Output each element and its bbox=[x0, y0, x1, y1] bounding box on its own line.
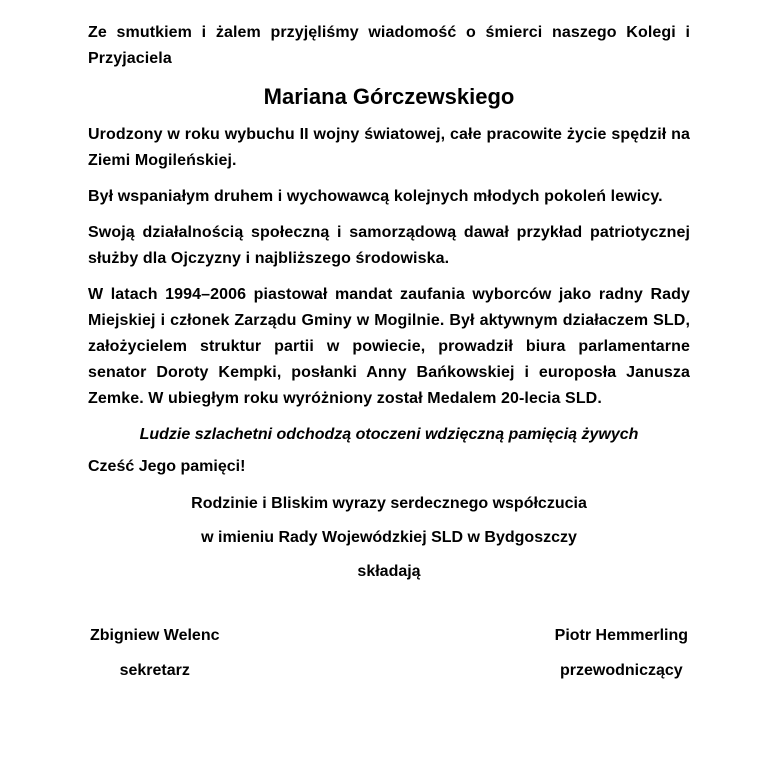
signature-name-secretary: Zbigniew Welenc bbox=[90, 627, 220, 644]
signature-title-secretary: sekretarz bbox=[119, 662, 190, 679]
biography-paragraph-1: Urodzony w roku wybuchu II wojny światowej, całe pracowite życie spędził na Ziemi Mogileńskiej. bbox=[88, 126, 690, 169]
motto-line: Ludzie szlachetni odchodzą otoczeni wdzięczną pamięcią żywych bbox=[139, 426, 639, 443]
condolence-line-3: składają bbox=[357, 563, 421, 580]
intro-paragraph: Ze smutkiem i żalem przyjęliśmy wiadomość o śmierci naszego Kolegi i Przyjaciela bbox=[88, 24, 690, 67]
tribute-line: Cześć Jego pamięci! bbox=[88, 458, 246, 475]
condolence-line-2: w imieniu Rady Wojewódzkiej SLD w Bydgoszczy bbox=[201, 529, 577, 546]
deceased-name-heading: Mariana Górczewskiego bbox=[263, 84, 515, 109]
signature-name-chairman: Piotr Hemmerling bbox=[554, 627, 688, 644]
biography-paragraph-2: Był wspaniałym druhem i wychowawcą kolejnych młodych pokoleń lewicy. bbox=[88, 188, 663, 205]
biography-paragraph-3: Swoją działalnością społeczną i samorządową dawał przykład patriotycznej służby dla Ojczyzny i najbliższego środowiska. bbox=[88, 224, 690, 267]
signature-block-secretary bbox=[90, 626, 220, 681]
biography-paragraph-4: W latach 1994–2006 piastował mandat zaufania wyborców jako radny Rady Miejskiej i członek Zarządu Gminy w Mogilnie. Był aktywnym działaczem SLD, założycielem struktur partii w powiecie, prowadził biura parlamentarne senator Doroty Kempki, posłanki Anny Bańkowskiej i europosła Janusza Zemke. W ubiegłym roku wyróżniony został Medalem 20-lecia SLD. bbox=[88, 286, 690, 407]
signature-block-chairman bbox=[555, 626, 688, 681]
condolence-line-1: Rodzinie i Bliskim wyrazy serdecznego współczucia bbox=[191, 495, 587, 512]
signature-row bbox=[88, 626, 690, 681]
signature-title-chairman: przewodniczący bbox=[559, 662, 683, 679]
